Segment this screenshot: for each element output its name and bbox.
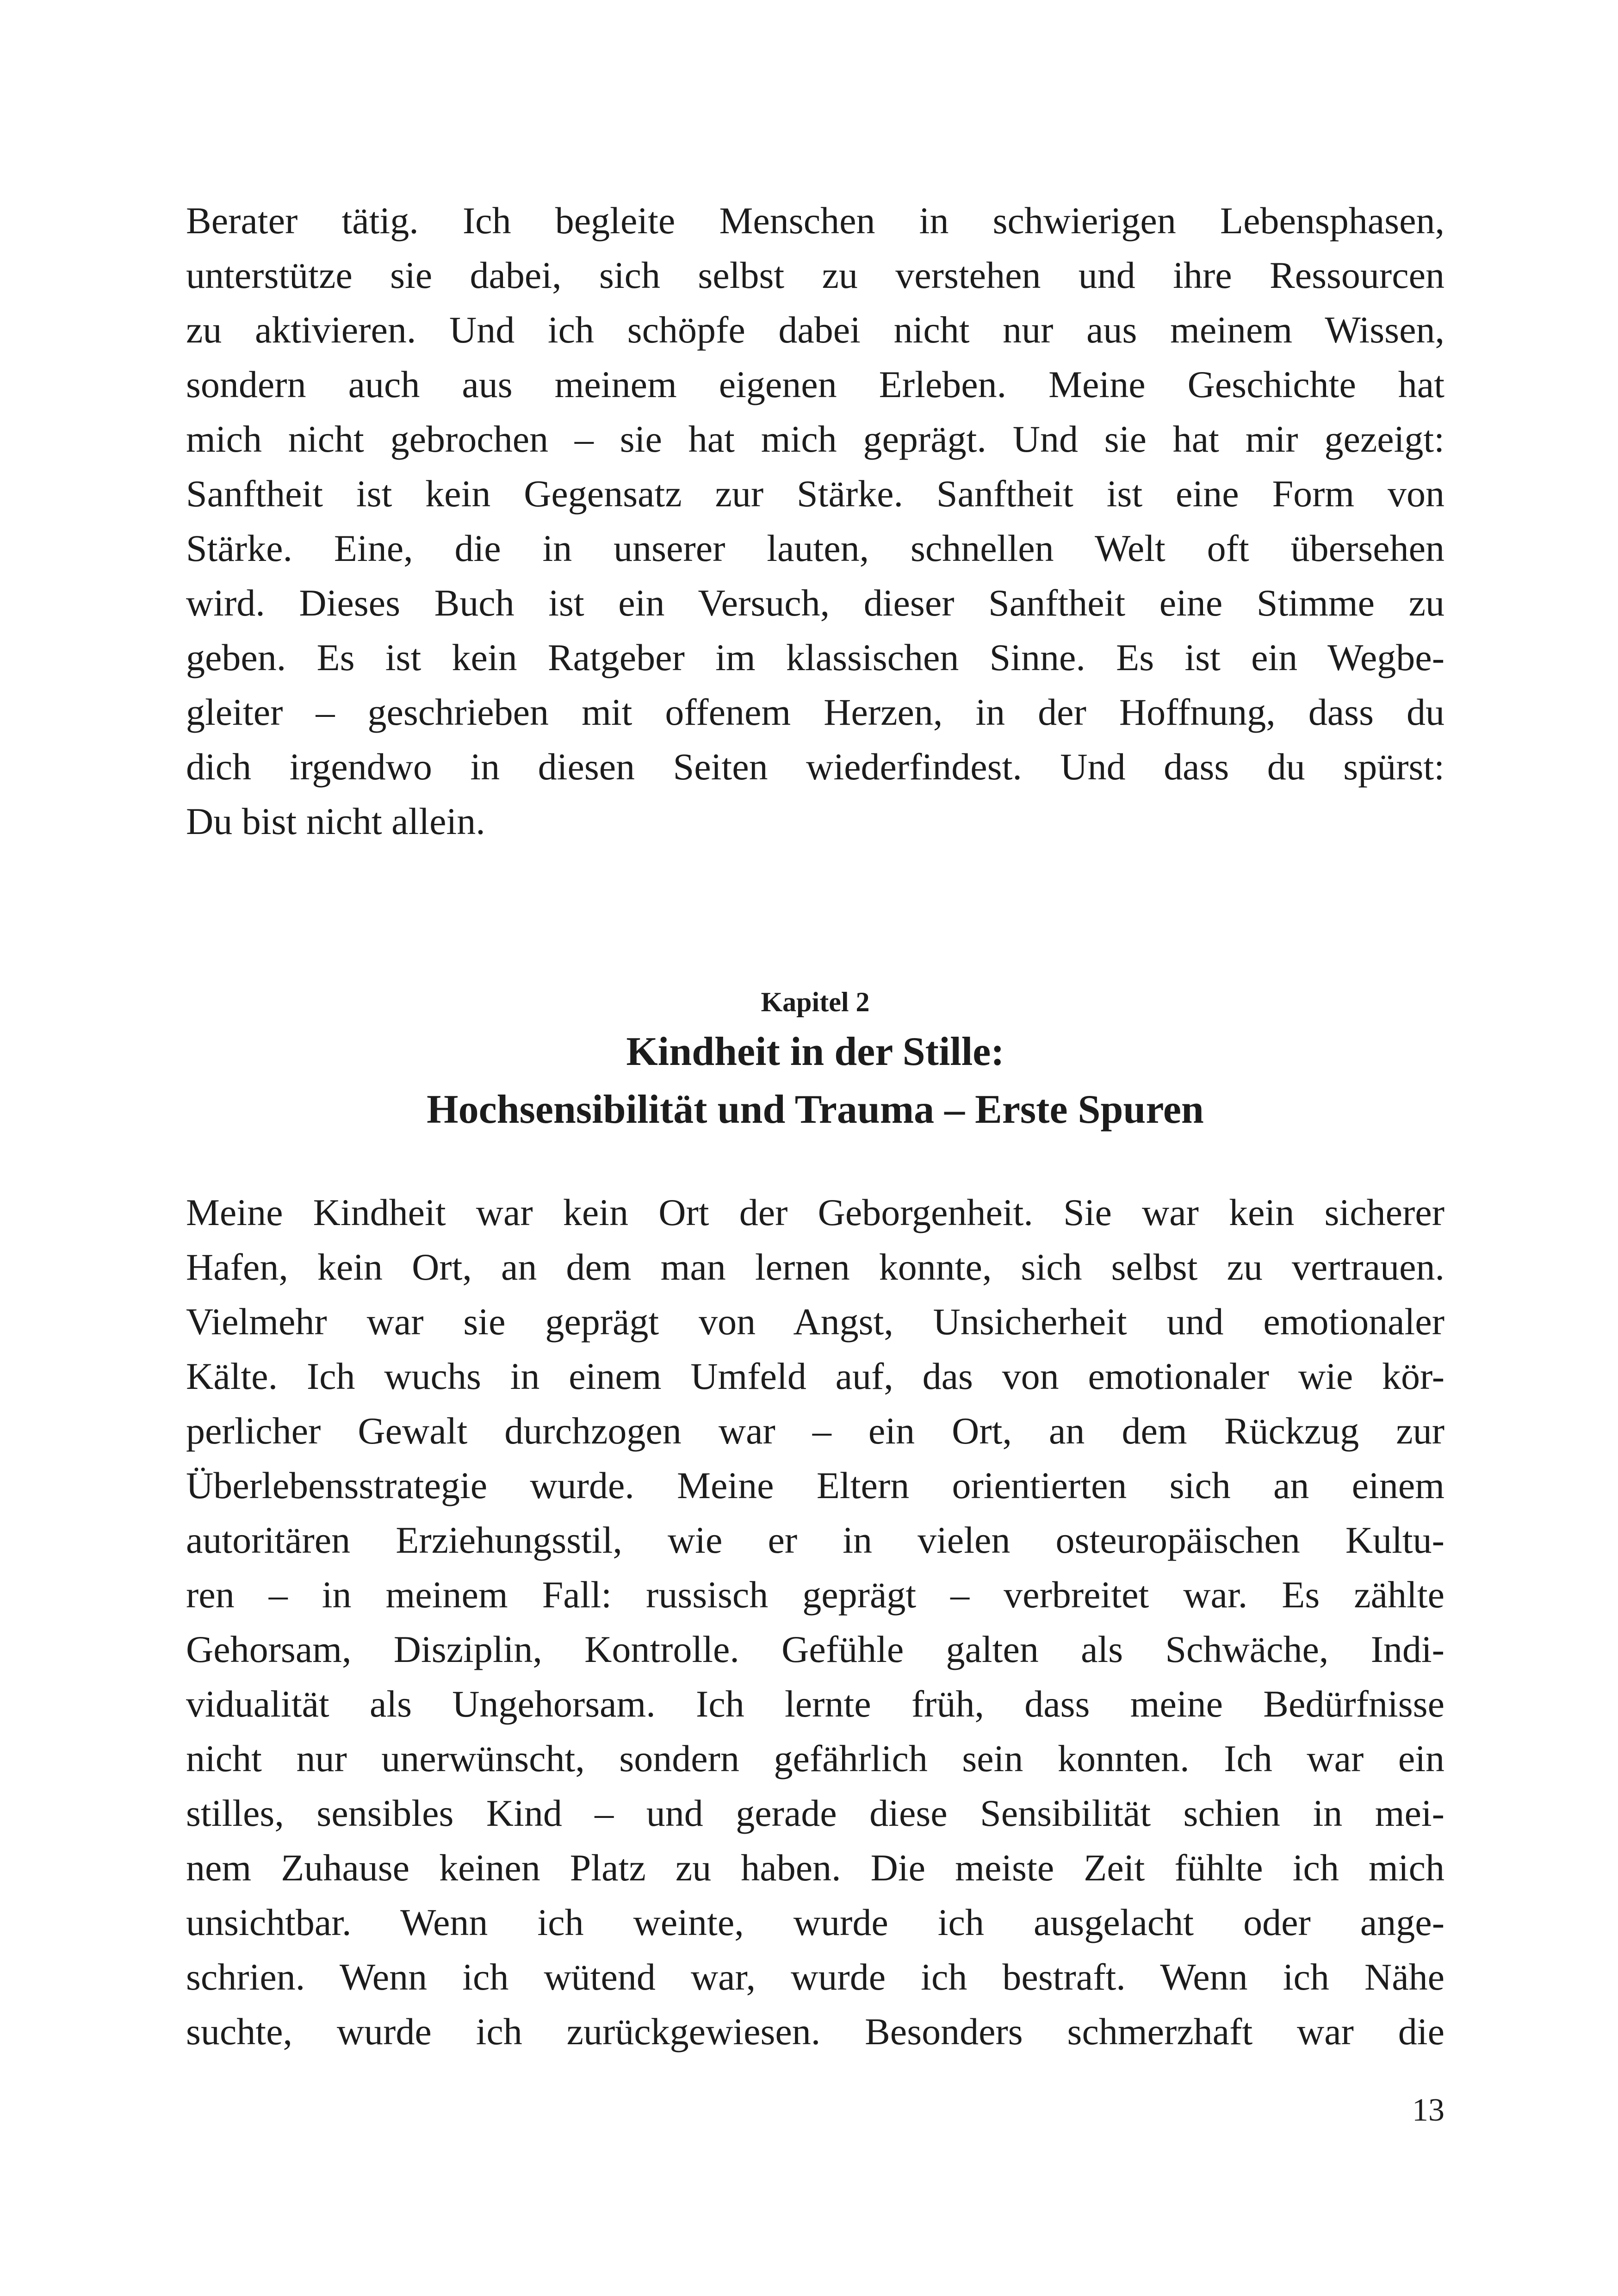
text-line: unsichtbar. Wenn ich weinte, wurde ich ausgelacht oder ange- — [186, 1901, 1444, 1943]
page-number: 13 — [1412, 2092, 1444, 2128]
text-line: Sanftheit ist kein Gegensatz zur Stärke. Sanftheit ist eine Form von — [186, 473, 1444, 515]
text-line: mich nicht gebrochen – sie hat mich geprägt. Und sie hat mir gezeigt: — [186, 418, 1444, 460]
text-line: Meine Kindheit war kein Ort der Geborgenheit. Sie war kein sicherer — [186, 1191, 1444, 1233]
text-line: nem Zuhause keinen Platz zu haben. Die meiste Zeit fühlte ich mich — [186, 1847, 1444, 1889]
text-line: Kälte. Ich wuchs in einem Umfeld auf, das von emotionaler wie kör- — [186, 1355, 1444, 1397]
chapter-heading — [186, 981, 1444, 1139]
text-line: sondern auch aus meinem eigenen Erleben. Meine Geschichte hat — [186, 363, 1444, 405]
text-line: Stärke. Eine, die in unserer lauten, schnellen Welt oft übersehen — [186, 527, 1444, 569]
text-line: geben. Es ist kein Ratgeber im klassischen Sinne. Es ist ein Wegbe- — [186, 636, 1444, 678]
text-line: dich irgendwo in diesen Seiten wiederfindest. Und dass du spürst: — [186, 746, 1444, 788]
text-line: gleiter – geschrieben mit offenem Herzen, in der Hoffnung, dass du — [186, 691, 1444, 733]
text-line: Überlebensstrategie wurde. Meine Eltern orientierten sich an einem — [186, 1464, 1444, 1506]
chapter-title-line-2: Hochsensibilität und Trauma – Erste Spuren — [427, 1087, 1204, 1132]
text-line: zu aktivieren. Und ich schöpfe dabei nicht nur aus meinem Wissen, — [186, 309, 1444, 351]
text-line: schrien. Wenn ich wütend war, wurde ich bestraft. Wenn ich Nähe — [186, 1956, 1444, 1998]
text-line: wird. Dieses Buch ist ein Versuch, dieser Sanftheit eine Stimme zu — [186, 582, 1444, 624]
text-line: autoritären Erziehungsstil, wie er in vielen osteuropäischen Kultu- — [186, 1519, 1444, 1561]
text-line: unterstütze sie dabei, sich selbst zu verstehen und ihre Ressourcen — [186, 254, 1444, 296]
text-line: stilles, sensibles Kind – und gerade diese Sensibilität schien in mei- — [186, 1792, 1444, 1834]
chapter-title-line-1: Kindheit in der Stille: — [626, 1029, 1004, 1074]
text-line: Du bist nicht allein. — [186, 800, 485, 842]
text-line: vidualität als Ungehorsam. Ich lernte früh, dass meine Bedürfnisse — [186, 1683, 1444, 1725]
chapter-label: Kapitel 2 — [761, 987, 870, 1017]
text-line: nicht nur unerwünscht, sondern gefährlich sein konnten. Ich war ein — [186, 1737, 1444, 1780]
paragraph-chapter-body — [186, 1185, 1444, 2059]
text-line: perlicher Gewalt durchzogen war – ein Ort, an dem Rückzug zur — [186, 1410, 1444, 1452]
text-line: suchte, wurde ich zurückgewiesen. Besonders schmerzhaft war die — [186, 2010, 1444, 2053]
paragraph-intro-continuation — [186, 193, 1444, 849]
text-line: ren – in meinem Fall: russisch geprägt – verbreitet war. Es zählte — [186, 1574, 1444, 1616]
text-line: Gehorsam, Disziplin, Kontrolle. Gefühle galten als Schwäche, Indi- — [186, 1628, 1444, 1670]
text-line: Berater tätig. Ich begleite Menschen in schwierigen Lebensphasen, — [186, 199, 1444, 242]
text-line: Hafen, kein Ort, an dem man lernen konnte, sich selbst zu vertrauen. — [186, 1246, 1444, 1288]
text-line: Vielmehr war sie geprägt von Angst, Unsicherheit und emotionaler — [186, 1300, 1444, 1343]
